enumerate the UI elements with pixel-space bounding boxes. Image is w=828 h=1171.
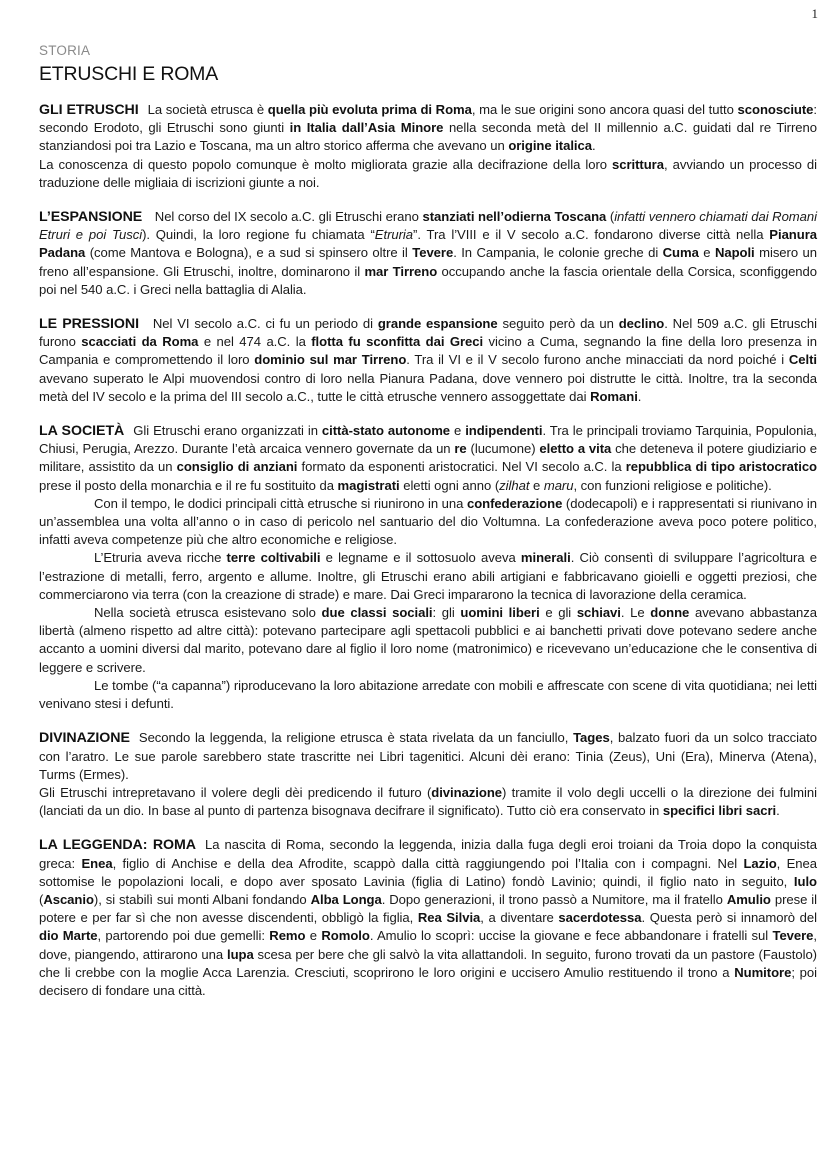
section-gli-etruschi: [39, 101, 817, 192]
text-run: Gli Etruschi intrepretavano il volere degli dèi predicendo il futuro (: [39, 784, 432, 800]
paragraph: [39, 315, 817, 406]
section-heading: L’ESPANSIONE: [39, 209, 143, 226]
section-divinazione: [39, 729, 817, 820]
document-body: [39, 101, 817, 1000]
bold-term: Remo: [269, 928, 306, 944]
text-run: vicino a Cuma, segnando la fine della loro presenza in Campania e compromettendo il loro: [39, 334, 818, 368]
paragraph: [39, 604, 817, 677]
text-run: avevano superato le Alpi muovendosi contro di loro nella Pianura Padana, dove vennero poi distrutte le città. Inoltre, tra la seconda metà del IV secolo e la prima del III secolo a.C., tutte le città etrusche vennero assoggettate dai: [39, 370, 817, 404]
italic-text: infatti vennero chiamati dai Romani Etruri e poi Tusci: [39, 209, 817, 243]
text-run: La società etrusca è: [147, 102, 268, 117]
paragraph: [39, 836, 817, 1000]
bold-term: Lazio: [743, 855, 777, 871]
text-run: . Amulio lo scoprì: uccise la giovane e fece abbandonare i fratelli sul: [369, 928, 773, 944]
paragraph: [39, 784, 817, 820]
bold-term: sacerdotessa: [558, 910, 642, 926]
paragraph: [39, 101, 817, 156]
text-run: , balzato fuori da un solco tracciato con l’aratro. Le sue parole sarebbero state trascritte nei Libri tagenitici. Alcuni dèi erano: Tinia (Zeus), Uni (Era), Minerva (Atena), Turms (Ermes).: [39, 730, 817, 782]
text-run: La nascita di Roma, secondo la leggenda, inizia dalla fuga degli eroi troiani da Troia dopo la conquista greca:: [39, 837, 817, 871]
section-heading: LA SOCIETÀ: [39, 423, 125, 440]
text-run: eletti ogni anno (: [399, 477, 500, 493]
bold-term: Romani: [590, 388, 638, 404]
text-run: e: [305, 928, 322, 944]
text-run: . Nel 509 a.C. gli Etruschi furono: [39, 316, 817, 350]
text-run: e gli: [539, 605, 577, 621]
bold-term: flotta fu sconfitta dai Greci: [311, 334, 484, 350]
section-l-espansione: [39, 208, 817, 299]
text-run: Gli Etruschi erano organizzati in: [133, 423, 322, 439]
text-run: . Dopo generazioni, il trono passò a Numitore, ma il fratello: [381, 891, 727, 907]
text-run: : secondo Erodoto, gli Etruschi sono giunti: [39, 102, 817, 136]
bold-term: confederazione: [466, 495, 563, 511]
text-run: Le tombe (“a capanna”) riproducevano la loro abitazione arredate con mobili e affrescate con scene di vita quotidiana; nei letti venivano stesi i defunti.: [39, 677, 817, 712]
bold-term: repubblica di tipo aristocratico: [625, 459, 817, 475]
text-run: (: [39, 891, 44, 907]
section-heading: GLI ETRUSCHI: [39, 102, 139, 118]
text-run: (come Mantova e Bologna), e a sud si spinsero oltre il: [85, 245, 413, 261]
bold-term: lupa: [226, 946, 254, 962]
text-run: formato da esponenti aristocratici. Nel VI secolo a.C. la: [297, 459, 626, 475]
bold-term: indipendenti: [465, 423, 543, 439]
text-run: ), si stabilì sui monti Albani fondando: [93, 891, 311, 907]
bold-term: Alba Longa: [310, 891, 382, 907]
text-run: ) tramite il volo degli uccelli o la direzione dei fulmini (lanciati da un dio. In base al punto di partenza bisognava decifrare il significato). Tutto ciò era conservato in: [39, 784, 817, 819]
bold-term: quella più evoluta prima di Roma: [267, 102, 472, 117]
bold-term: Enea: [81, 855, 113, 871]
text-run: occupando anche la fascia orientale della Corsica, sconfiggendo poi nel 540 a.C. i Greci nella battaglia di Alalia.: [39, 263, 818, 297]
bold-term: uomini liberi: [460, 605, 540, 621]
paragraph: [39, 422, 817, 495]
bold-term: divinazione: [431, 784, 503, 800]
italic-text: Etruria: [374, 227, 414, 243]
text-run: e: [529, 477, 544, 493]
text-run: Nel VI secolo a.C. ci fu un periodo di: [148, 316, 378, 332]
text-run: e legname e il sottosuolo aveva: [320, 550, 521, 566]
text-run: . Questa però si innamorò del: [641, 910, 817, 926]
document-subject: STORIA: [39, 43, 91, 58]
bold-term: mar Tirreno: [364, 263, 438, 279]
text-run: ). Quindi, la loro regione fu chiamata “: [142, 227, 375, 243]
italic-text: maru: [543, 477, 574, 493]
paragraph: [39, 208, 817, 299]
bold-term: schiavi: [576, 605, 621, 621]
bold-term: dio Marte: [39, 928, 98, 944]
bold-term: scacciati da Roma: [81, 334, 199, 350]
text-run: seguito però da un: [497, 316, 619, 332]
text-run: .: [591, 138, 596, 154]
text-run: .: [637, 388, 642, 404]
text-run: nella seconda metà del II millennio a.C. guidati dal re Tirreno stanziandosi poi tra Lazio e Toscana, ma un altro storico afferma che avevano un: [39, 120, 818, 154]
bold-term: Tevere: [772, 928, 814, 944]
bold-term: minerali: [520, 550, 571, 566]
page-number: 1: [811, 6, 818, 21]
document-page: [39, 42, 817, 1000]
text-run: : gli: [432, 605, 461, 621]
bold-term: Ascanio: [43, 891, 94, 907]
text-run: (: [606, 209, 615, 225]
text-run: , dove, piangendo, attirarono una: [39, 928, 818, 962]
bold-term: magistrati: [337, 477, 400, 493]
bold-term: consiglio di anziani: [176, 459, 298, 475]
text-run: che deteneva il potere giudiziario e militare, assistito da un: [39, 441, 818, 475]
bold-term: stanziati nell’odierna Toscana: [422, 209, 607, 225]
section-la-società: [39, 422, 817, 713]
text-run: ”. Tra l’VIII e il V secolo a.C. fondarono diverse città nella: [413, 227, 770, 243]
bold-term: scrittura: [612, 156, 664, 172]
section-heading: LA LEGGENDA: ROMA: [39, 837, 196, 854]
bold-term: declino: [618, 316, 665, 332]
text-run: , a diventare: [480, 910, 559, 926]
section-le-pressioni: [39, 315, 817, 406]
text-run: scesa per bere che gli salvò la vita allattandoli. In seguito, furono trovati da un pastore (Faustolo) che li crebbe con la moglie Acca Larenzia. Cresciuti, scoprirono le loro origini e uccisero Amulio restituendo il trono a: [39, 946, 817, 980]
text-run: Nella società etrusca esistevano solo: [94, 605, 322, 621]
bold-term: Rea Silvia: [417, 910, 481, 926]
bold-term: città-stato autonome: [321, 423, 451, 439]
text-run: (dodecapoli) e i rappresentati si riunivano in un’assemblea una volta all’anno o in caso di pericolo nel santuario del dio Voltumna. La confederazione aveva poco potere politico, infatti aveva competenze più che altro economiche e religiose.: [39, 495, 817, 548]
text-run: La conoscenza di questo popolo comunque è molto migliorata grazie alla decifrazione della loro: [39, 156, 613, 172]
text-run: . Tra il VI e il V secolo furono anche minacciati da nord poiché i: [406, 352, 789, 368]
text-run: (lucumone): [466, 441, 540, 457]
bold-term: in Italia dall’Asia Minore: [289, 120, 444, 136]
text-run: . Ciò consentì di sviluppare l’agricoltura e l’estrazione di metalli, ferro, argento e allume. Inoltre, gli Etruschi erano abili artigiani e fabbricavano gioielli e oggetti preziosi, che commerciarono via terra (con la creazione di strade) e mare. Dai Greci impararono la tecnica di lavorazione della ceramica.: [39, 550, 817, 602]
bold-term: due classi sociali: [321, 605, 433, 621]
bold-term: eletto a vita: [539, 441, 612, 457]
bold-term: grande espansione: [377, 316, 498, 332]
text-run: Nel corso del IX secolo a.C. gli Etruschi erano: [151, 209, 423, 225]
text-run: , con funzioni religiose e politiche).: [573, 477, 772, 493]
text-run: e nel 474 a.C. la: [198, 334, 312, 350]
bold-term: Cuma: [662, 245, 699, 261]
text-run: , Enea sottomise le popolazioni locali, e dopo aver sposato Lavinia (figlia di Latino) fondò Lavinio; quindi, il figlio nato in seguito,: [39, 855, 818, 889]
document-title: ETRUSCHI E ROMA: [39, 63, 219, 85]
text-run: Con il tempo, le dodici principali città etrusche si riunirono in una: [94, 495, 467, 511]
paragraph: [39, 495, 817, 550]
text-run: misero un freno all’espansione. Gli Etruschi, inoltre, dominarono il: [39, 245, 817, 279]
text-run: avevano abbastanza libertà (almeno rispetto ad altre città): potevano partecipare agli spettacoli pubblici e ai banchetti privati dove potevano sedere anche accanto a uomini diversi dal marito, potevano dare al figlio il loro nome (matronimico) e ricevevano un’educazione che le consentiva di leggere e scrivere.: [39, 605, 817, 675]
text-run: prese il potere e per far sì che non avesse discendenti, obbligò la figlia,: [39, 891, 818, 926]
bold-term: dominio sul mar Tirreno: [254, 352, 407, 368]
paragraph: [39, 677, 817, 713]
bold-term: specifici libri sacri: [662, 803, 777, 819]
text-run: e: [450, 423, 466, 439]
bold-term: Tages: [573, 730, 610, 746]
text-run: Secondo la leggenda, la religione etrusca è stata rivelata da un fanciullo,: [138, 730, 574, 746]
text-run: . Tra le principali troviamo Tarquinia, Populonia, Chiusi, Perugia, Arezzo. Durante l’età arcaica vennero governate da un: [39, 423, 818, 457]
bold-term: Celti: [788, 352, 817, 368]
text-run: .: [776, 803, 780, 819]
text-run: , figlio di Anchise e della dea Afrodite, scappò dalla città raggiungendo poi l’Italia con i compagni. Nel: [112, 855, 744, 871]
text-run: , ma le sue origini sono ancora quasi del tutto: [471, 102, 738, 117]
bold-term: sconosciute: [737, 102, 814, 117]
text-run: , partorendo poi due gemelli:: [97, 928, 270, 944]
bold-term: terre coltivabili: [226, 550, 321, 566]
bold-term: Napoli: [714, 245, 755, 261]
text-run: , avviando un processo di traduzione delle migliaia di iscrizioni giunte a noi.: [39, 156, 817, 190]
text-run: prese il posto della monarchia e il re fu sostituito da: [39, 477, 338, 493]
paragraph: [39, 156, 817, 192]
section-heading: DIVINAZIONE: [39, 730, 130, 747]
bold-term: Tevere: [412, 245, 454, 261]
bold-term: re: [454, 441, 467, 457]
bold-term: Numitore: [734, 964, 792, 980]
text-run: . Le: [620, 605, 651, 621]
text-run: e: [698, 245, 715, 261]
bold-term: donne: [650, 605, 690, 621]
section-heading: LE PRESSIONI: [39, 316, 140, 333]
italic-text: zilhat: [499, 477, 530, 493]
section-la-leggenda-roma: [39, 836, 817, 1000]
bold-term: Amulio: [726, 891, 771, 907]
bold-term: Romolo: [321, 928, 370, 944]
bold-term: Iulo: [793, 873, 817, 889]
paragraph: [39, 729, 817, 784]
bold-term: origine italica: [508, 138, 592, 154]
bold-term: Pianura Padana: [39, 227, 817, 261]
text-run: ; poi decisero di fondare una città.: [39, 964, 817, 998]
text-run: L’Etruria aveva ricche: [94, 550, 227, 566]
paragraph: [39, 549, 817, 604]
text-run: . In Campania, le colonie greche di: [453, 245, 663, 261]
